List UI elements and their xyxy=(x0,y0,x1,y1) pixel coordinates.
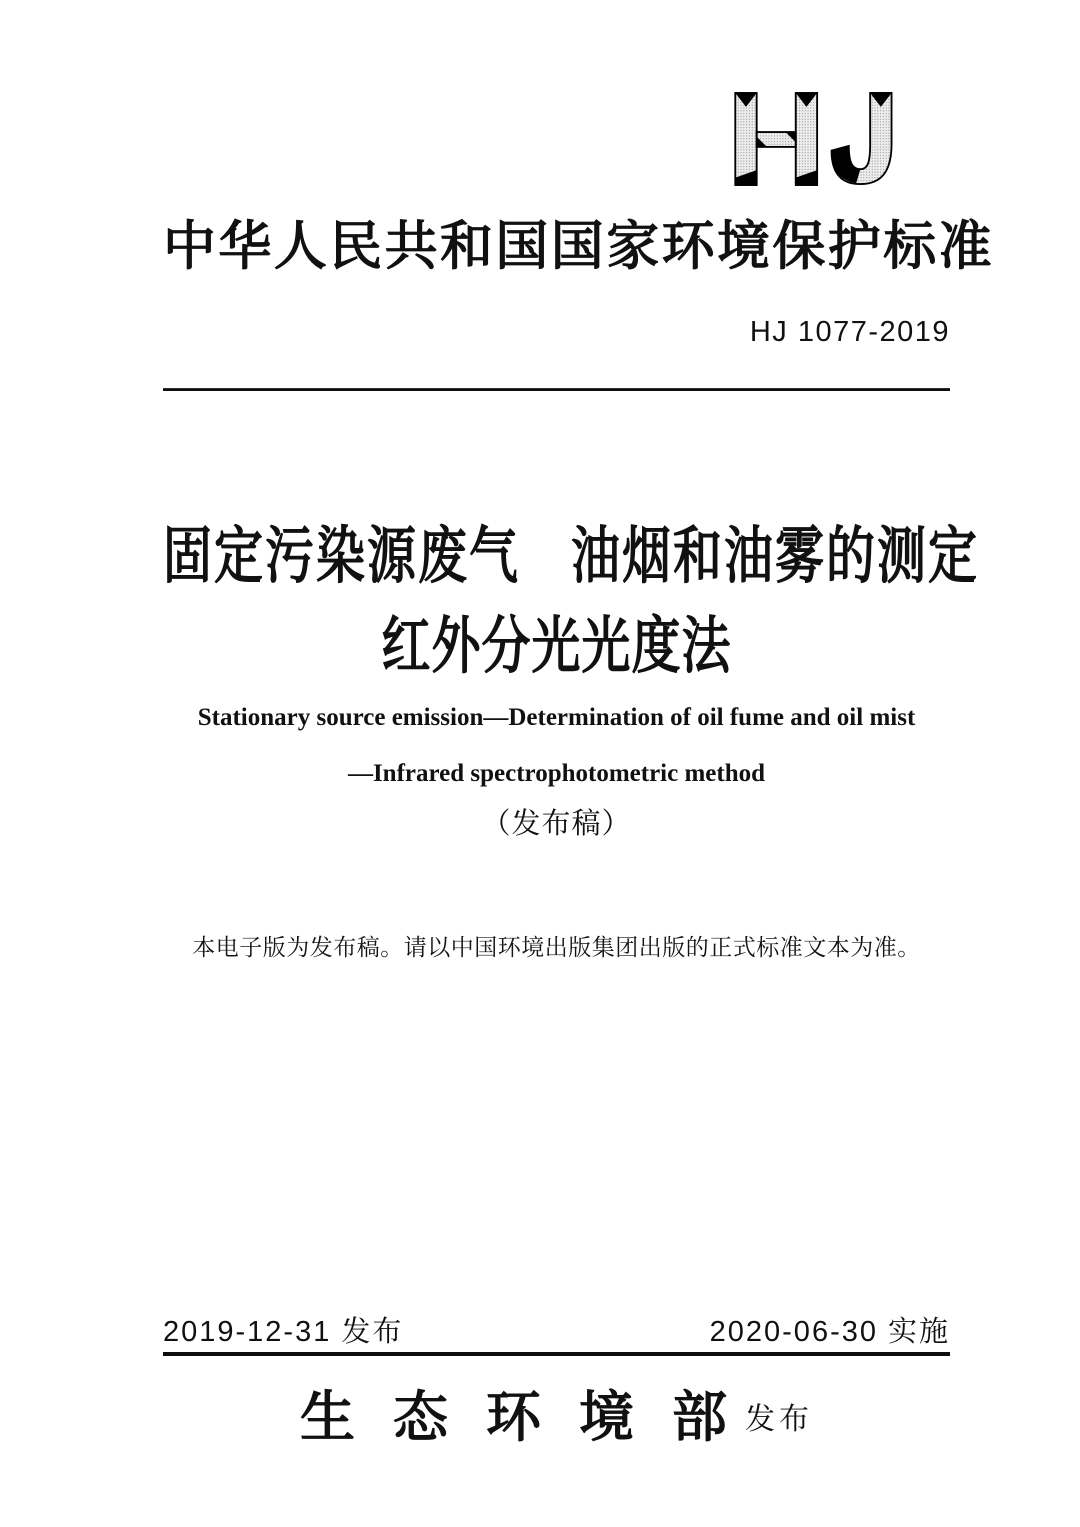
issue-date: 2019-12-31 xyxy=(163,1316,332,1348)
issue-label: 发布 xyxy=(341,1316,404,1348)
implement-date-group xyxy=(710,1314,950,1350)
issue-date-group xyxy=(163,1314,403,1350)
title-chinese-line2: 红外分光光度法 xyxy=(381,612,732,682)
hj-logo-icon xyxy=(726,90,912,188)
draft-label: （发布稿） xyxy=(481,808,632,840)
implement-date: 2020-06-30 xyxy=(709,1316,878,1348)
hj-logo xyxy=(726,90,912,188)
publisher-name: 生态环境部 xyxy=(299,1386,765,1448)
title-english-line1: Stationary source emission—Determination of oil fume and oil mist xyxy=(197,704,916,731)
title-chinese-line1: 固定污染源废气 油烟和油雾的测定 xyxy=(163,522,980,592)
dates-row xyxy=(163,1314,950,1350)
footer-divider xyxy=(163,1352,950,1356)
implement-label: 实施 xyxy=(887,1316,950,1348)
standard-caption: 中华人民共和国国家环境保护标准 xyxy=(163,218,994,276)
edition-notice: 本电子版为发布稿。请以中国环境出版集团出版的正式标准文本为准。 xyxy=(192,935,921,960)
standard-number: HJ 1077-2019 xyxy=(749,316,950,348)
masthead-divider xyxy=(163,388,950,391)
publisher-row xyxy=(163,1376,950,1448)
title-english-line2: —Infrared spectrophotometric method xyxy=(347,760,766,787)
publisher-suffix: 发布 xyxy=(745,1403,813,1436)
